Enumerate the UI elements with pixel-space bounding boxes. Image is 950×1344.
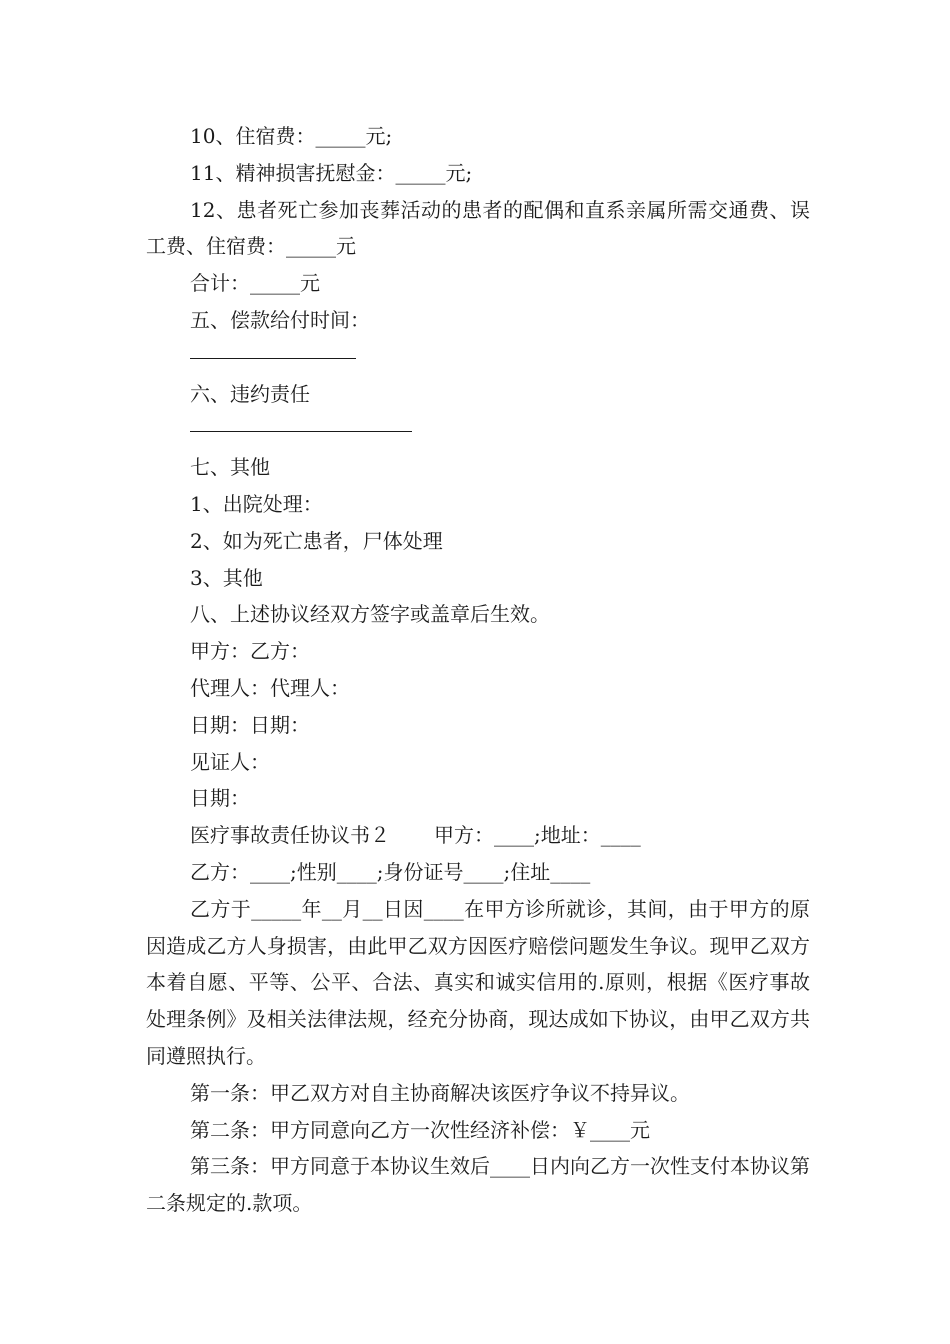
other-item-3: 3、其他 bbox=[190, 565, 263, 590]
other-item-1: 1、出院处理： bbox=[190, 491, 323, 516]
item-12-funeral-costs: 12、患者死亡参加丧葬活动的患者的配偶和直系亲属所需交通费、误工费、住宿费：_____元 bbox=[146, 197, 810, 259]
party-a-info: 甲方：____;地址：____ bbox=[434, 823, 641, 848]
article-2: 第二条：甲方同意向乙方一次性经济补偿：￥____元 bbox=[190, 1117, 650, 1142]
intro-paragraph: 乙方于_____年__月__日因____在甲方诊所就诊，其间，由于甲方的原因造成乙方人身损害，由此甲乙双方因医疗赔偿问题发生争议。现甲乙双方本着自愿、平等、公平、合法、真实和诚实信用的.原则，根据《医疗事故处理条例》及相关法律法规，经充分协商，现达成如下协议，由甲乙双方共同遵照执行。 bbox=[146, 896, 810, 1068]
total-line: 合计：_____元 bbox=[190, 271, 320, 296]
signature-agents: 代理人：代理人： bbox=[190, 675, 350, 700]
other-item-2: 2、如为死亡患者，尸体处理 bbox=[190, 528, 443, 553]
agreement-2-header bbox=[146, 817, 810, 854]
item-11-mental-damages: 11、精神损害抚慰金：_____元; bbox=[190, 160, 473, 185]
blank-line-2 bbox=[146, 412, 810, 449]
document-page bbox=[146, 118, 810, 1222]
article-3: 第三条：甲方同意于本协议生效后____日内向乙方一次性支付本协议第二条规定的.款项。 bbox=[146, 1154, 810, 1216]
section-6-heading: 六、违约责任 bbox=[190, 381, 310, 406]
blank-line-1 bbox=[146, 339, 810, 376]
section-8-heading: 八、上述协议经双方签字或盖章后生效。 bbox=[190, 602, 550, 627]
witness-line: 见证人： bbox=[190, 749, 270, 774]
signature-dates: 日期：日期： bbox=[190, 712, 310, 737]
signature-parties: 甲方：乙方： bbox=[190, 639, 310, 664]
article-1: 第一条：甲乙双方对自主协商解决该医疗争议不持异议。 bbox=[190, 1080, 690, 1105]
item-10-lodging: 10、住宿费：_____元; bbox=[190, 124, 393, 148]
party-b-info: 乙方：____;性别____;身份证号____;住址____ bbox=[190, 859, 591, 884]
section-7-heading: 七、其他 bbox=[190, 455, 270, 480]
agreement-2-title: 医疗事故责任协议书２ bbox=[190, 823, 390, 848]
witness-date: 日期： bbox=[190, 786, 250, 811]
section-5-heading: 五、偿款给付时间： bbox=[190, 307, 370, 332]
